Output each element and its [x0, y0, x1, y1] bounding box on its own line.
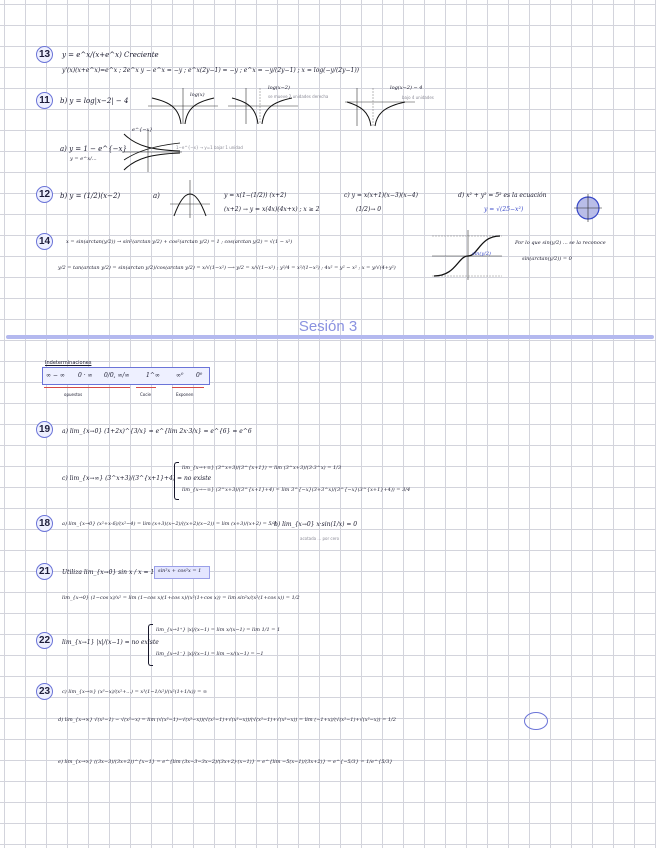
p13-line2: y'(x)(x+e^x)=e^x ; 2e^x y − e^x = −y ; e^x(2y−1) = −y ; e^x = −y/(2y−1) ; x = log(−y/(2y−1)) — [62, 67, 360, 74]
p12-a-eq2: (x+2) → y = x(4x)(4x+x) ; x ≥ 2 — [224, 206, 320, 213]
p14-line1: x = sin(arctan(y/2)) → sin²(arctan y/2) + cos²(arctan y/2) = 1 ; cos(arctan y/2) = √(1 − x²) — [66, 239, 293, 245]
indet-item-4: 1^∞ — [146, 372, 160, 379]
p14-side2: sin(arctan(y/2)) = 0 — [522, 256, 572, 262]
indet-label-2: Cocie — [140, 392, 152, 397]
indet-item-2: 0 · ∞ — [78, 372, 93, 379]
indet-item-1: ∞ − ∞ — [46, 372, 65, 379]
p14-line2: y/2 = tan(arctan y/2) = sin(arctan y/2)/cos(arctan y/2) = x/√(1−x²) ⟶ y/2 = x/√(1−x²) ; y²/4 = x²/(1−x²) ; 4x² = y² − x² ; x = y/√(4+y²) — [58, 265, 396, 271]
graph-parabola — [170, 180, 210, 220]
p23-d: d) lim_{x→∞} √(x²−1) − √(x²−x) = lim (√(x²−1)−√(x²−x))(√(x²−1)+√(x²−x))/(√(x²−1)+√(x²−x)) = lim (−1+x)/(√(x²−1)+√(x²−x)) = 1/2 — [58, 717, 396, 723]
indet-item-3: 0/0, ∞/∞ — [104, 372, 130, 379]
indet-underline-1 — [44, 387, 130, 388]
graph-exp-decay — [122, 127, 182, 174]
p11-graph2-label: log(x−2) — [268, 85, 290, 91]
p22-bottom: lim_{x→1⁻} |x|/(x−1) = lim −x/(x−1) = −1 — [156, 651, 264, 657]
graph-log-shift-down — [345, 88, 415, 128]
problem-number-11: 11 — [36, 92, 53, 109]
p22-brace — [148, 624, 153, 666]
p11-a1: a) y = 1 − e^{−x} — [60, 145, 127, 153]
p12-d: d) x² + y² = 5² es la ecuación — [458, 192, 547, 199]
indet-underline-2 — [136, 387, 156, 388]
p21-hint: Utiliza lim_{x→0} sin x / x = 1 — [62, 569, 155, 576]
p11-exp-label: e^{−x} — [132, 127, 153, 133]
p18-a: a) lim_{x→0} (x²+x·6)/(x²−4) = lim (x+3)(x−2)/((x+2)(x−2)) = lim (x+3)/(x+2) = 5/4 — [62, 521, 277, 527]
session-divider — [6, 335, 654, 339]
p12-b: b) y = (1/2)(x−2) — [60, 192, 121, 200]
p19-brace — [174, 462, 179, 500]
p19-a: a) lim_{x→0} (1+2x)^{3/x} = e^{lim 2x·3/x} = e^{6} = e^6 — [62, 428, 252, 435]
p11-note-down: bajo 4 unidades — [402, 95, 434, 100]
p23-c: c) lim_{x→∞} (x³−x)/(x²+...) = x³(1−1/x²)/(x²(1+1/x)) = ∞ — [62, 689, 208, 695]
p18-b-note: acotada ... por cero — [300, 536, 340, 541]
p21-identity: sin²x + cos²x = 1 — [158, 568, 202, 574]
indet-label-3: Exponen — [176, 392, 194, 397]
p12-d2: y = √(25−x²) — [484, 206, 524, 213]
p22-top: lim_{x→1⁺} |x|/(x−1) = lim x/(x−1) = lim 1/1 = 1 — [156, 627, 281, 633]
p23-d-answer-circle — [524, 712, 548, 730]
p11-b: b) y = log|x−2| − 4 — [60, 97, 129, 105]
graph-circle — [574, 194, 602, 222]
p19-c: c) lim_{x→∞} (3^x+3)/(3^{x+1}+4) = no existe — [62, 475, 212, 482]
p21-line: lim_{x→0} (1−cos x)/x² = lim (1−cos x)(1+cos x)/(x²(1+cos x)) = lim sin²x/(x²(1+cos x)) = 1/2 — [62, 595, 300, 601]
indet-underline-3 — [172, 387, 204, 388]
p22-main: lim_{x→1} |x|/(x−1) = no existe — [62, 639, 159, 646]
graph-log-abs — [148, 88, 218, 126]
problem-number-18: 18 — [36, 515, 53, 532]
p14-graph-label: sin(y/2) — [472, 251, 491, 257]
p12-c: c) y = x(x+1)(x−3)(x−4) — [344, 192, 418, 199]
problem-number-13: 13 — [36, 46, 53, 63]
problem-number-22: 22 — [36, 632, 53, 649]
p11-a2: y = e^x/... — [70, 156, 97, 162]
indeterminations-heading: Indeterminaciones — [45, 360, 92, 366]
indet-item-5: ∞⁰ — [176, 372, 184, 379]
indet-label-1: opuestos — [64, 392, 83, 397]
p12-a-eq1: y = x(1−(1/2)) (x+2) — [224, 192, 287, 199]
p12-a: a) — [153, 192, 160, 200]
indet-item-6: 0⁰ — [196, 372, 203, 379]
problem-number-12: 12 — [36, 186, 53, 203]
p11-graph3-label: log(x−2) − 4 — [390, 85, 423, 91]
p12-c2: (1/2)→ 0 — [356, 206, 382, 213]
p19-c-bottom: lim_{x→−∞} (3^x+3)/(3^{x+1}+4) = lim 3^{−x}(3+3^x)/(3^{−x}(3^{x+1}+4)) = 3/4 — [182, 487, 411, 493]
problem-number-19: 19 — [36, 421, 53, 438]
graph-sin-arctan — [432, 230, 502, 282]
problem-number-14: 14 — [36, 233, 53, 250]
p14-side1: Por lo que sin(y/2) ... se la reconoce — [515, 240, 606, 246]
p11-graph1-label: log(x) — [190, 92, 205, 98]
problem-number-21: 21 — [36, 563, 53, 580]
p11-note-shift: se mueve 2 unidades derecha — [268, 94, 329, 99]
p23-e: e) lim_{x→∞} ((3x−3)/(3x+2))^{x−1} = e^{lim (3x−3−3x−2)/(3x+2)·(x−1)} = e^{lim −5(x−1)/(3x+2)} = e^{−5/3} = 1/e^{5/3} — [58, 759, 393, 765]
p13-line1: y = e^x/(x+e^x) Creciente — [62, 51, 159, 59]
session-title: Sesión 3 — [298, 318, 358, 335]
p18-b: b) lim_{x→0} x·sin(1/x) = 0 — [274, 521, 358, 528]
p19-c-top: lim_{x→+∞} (3^x+3)/(3^{x+1}) = lim (3^x+3)/(3·3^x) = 1/3 — [182, 465, 342, 471]
p11-note-exp: 1−e^{−x} → y=1 bajar 1 unidad — [176, 145, 243, 150]
problem-number-23: 23 — [36, 683, 53, 700]
